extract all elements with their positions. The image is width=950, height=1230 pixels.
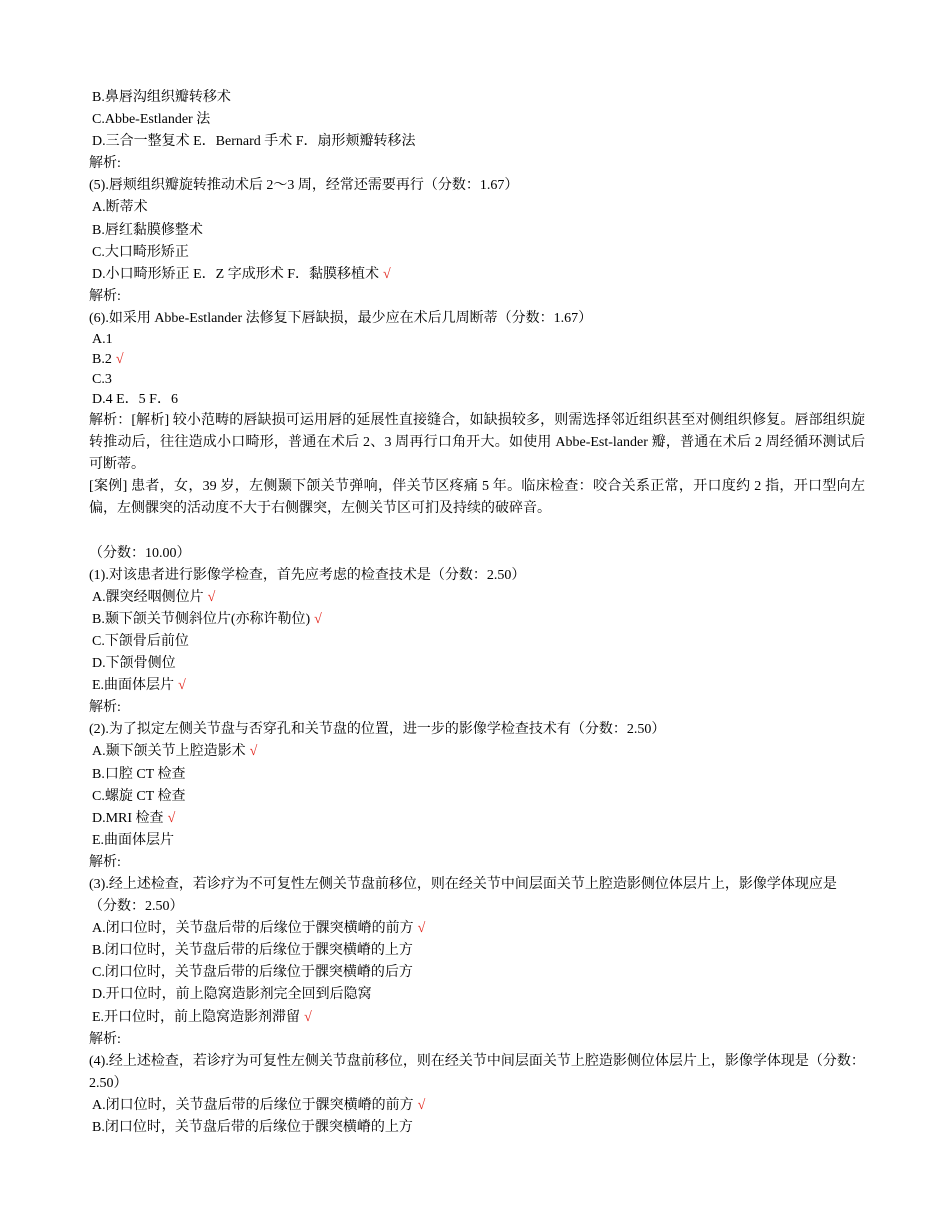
- option-line: [89, 370, 865, 390]
- check-mark: √: [417, 921, 426, 937]
- option-text: D.小口畸形矫正 E．Z 字成形术 F．黏膜移植术: [92, 266, 379, 282]
- option-text: C.闭口位时，关节盘后带的后缘位于髁突横嵴的后方: [92, 965, 413, 981]
- option-line: [89, 87, 865, 109]
- option-line: [89, 984, 865, 1006]
- check-mark: √: [115, 352, 124, 368]
- question-score: 2.50）: [89, 1075, 128, 1091]
- check-mark: √: [207, 589, 216, 605]
- option-line: [89, 109, 865, 131]
- case-score: （分数：10.00）: [89, 545, 191, 561]
- option-line: [89, 390, 865, 410]
- option-text: B.口腔 CT 检查: [92, 766, 186, 782]
- option-text: D.三合一整复术 E．Bernard 手术 F．扇形颊瓣转移法: [92, 134, 416, 150]
- option-line: [89, 264, 865, 286]
- option-line: [89, 786, 865, 808]
- exam-document: [89, 87, 865, 1139]
- option-text: B.闭口位时，关节盘后带的后缘位于髁突横嵴的上方: [92, 943, 413, 959]
- option-text: D.4 E．5 F．6: [92, 392, 178, 408]
- case-paragraph: [案例] 患者，女，39 岁，左侧颞下颌关节弹响，伴关节区疼痛 5 年。临床检查：咬合关系正常，开口度约 2 指，开口型向左偏，左侧髁突的活动度不大于右侧髁突，左侧关节区可扪及持续的破碎音。: [89, 479, 865, 517]
- check-mark: √: [383, 266, 391, 282]
- option-line: [89, 220, 865, 242]
- option-text: E.开口位时，前上隐窝造影剂滞留: [92, 1009, 301, 1025]
- option-text: A.颞下颌关节上腔造影术: [92, 744, 246, 760]
- option-line: [89, 197, 865, 219]
- question-stem: (6).如采用 Abbe-Estlander 法修复下唇缺损，最少应在术后几周断蒂（分数：1.67）: [89, 310, 593, 326]
- question-stem: (1).对该患者进行影像学检查，首先应考虑的检查技术是（分数：2.50）: [89, 567, 526, 583]
- check-mark: √: [167, 810, 176, 826]
- question-stem: (4).经上述检查，若诊疗为可复性左侧关节盘前移位，则在经关节中间层面关节上腔造影侧位体层片上，影像学体现是（分数：: [89, 1053, 865, 1069]
- option-line: [89, 242, 865, 264]
- option-line: [89, 940, 865, 962]
- option-line: [89, 330, 865, 350]
- option-text: C.螺旋 CT 检查: [92, 788, 186, 804]
- analysis-label: 解析:: [89, 1031, 121, 1047]
- option-text: A.闭口位时，关节盘后带的后缘位于髁突横嵴的前方: [92, 1097, 414, 1113]
- option-line: [89, 918, 865, 940]
- question-stem: (2).为了拟定左侧关节盘与否穿孔和关节盘的位置，进一步的影像学检查技术有（分数：2.50）: [89, 722, 666, 738]
- option-line: [89, 764, 865, 786]
- option-text: C.大口畸形矫正: [92, 244, 189, 260]
- option-text: D.下颌骨侧位: [92, 656, 176, 672]
- analysis-label: 解析:: [89, 288, 121, 304]
- option-line: [89, 653, 865, 675]
- option-text: A.1: [92, 332, 113, 348]
- option-line: [89, 1117, 865, 1139]
- option-text: B.2: [92, 352, 112, 368]
- check-mark: √: [304, 1009, 312, 1025]
- question-score: （分数：2.50）: [89, 899, 184, 915]
- option-line: [89, 350, 865, 370]
- option-line: [89, 1095, 865, 1117]
- option-text: A.断蒂术: [92, 200, 148, 216]
- option-text: D.开口位时，前上隐窝造影剂完全回到后隐窝: [92, 987, 372, 1003]
- analysis-paragraph: 解析：[解析] 较小范畴的唇缺损可运用唇的延展性直接缝合，如缺损较多，则需选择邻近组织甚至对侧组织修复。唇部组织旋转推动后，往往造成小口畸形，普通在术后 2、3 周再行口角开大。如使用 Abbe-Est-lander 瓣，普通在术后 2 周经循环测试后可断蒂。: [89, 413, 865, 473]
- option-text: A.闭口位时，关节盘后带的后缘位于髁突横嵴的前方: [92, 921, 414, 937]
- question-stem: (3).经上述检查，若诊疗为不可复性左侧关节盘前移位，则在经关节中间层面关节上腔造影侧位体层片上，影像学体现应是: [89, 877, 837, 892]
- spacer: [89, 521, 865, 543]
- option-line: [89, 675, 865, 697]
- option-text: C.3: [92, 372, 112, 388]
- question-stem: (5).唇颊组织瓣旋转推动术后 2～3 周，经常还需要再行（分数：1.67）: [89, 178, 519, 194]
- option-text: E.曲面体层片: [92, 678, 175, 694]
- option-line: [89, 587, 865, 609]
- analysis-label: 解析:: [89, 700, 121, 716]
- check-mark: √: [417, 1097, 426, 1113]
- option-text: A.髁突经咽侧位片: [92, 589, 204, 605]
- option-line: [89, 741, 865, 763]
- option-text: B.闭口位时，关节盘后带的后缘位于髁突横嵴的上方: [92, 1120, 413, 1136]
- option-line: [89, 808, 865, 830]
- analysis-label: 解析:: [89, 156, 121, 172]
- option-line: [89, 131, 865, 153]
- option-text: B.唇红黏膜修整术: [92, 222, 203, 238]
- option-line: [89, 1007, 865, 1029]
- option-line: [89, 609, 865, 631]
- analysis-label: 解析:: [89, 854, 121, 870]
- option-text: C.下颌骨后前位: [92, 633, 189, 649]
- check-mark: √: [178, 678, 186, 694]
- option-line: [89, 830, 865, 852]
- option-text: E.曲面体层片: [92, 832, 175, 848]
- option-line: [89, 631, 865, 653]
- option-text: B.鼻唇沟组织瓣转移术: [92, 90, 231, 105]
- check-mark: √: [249, 744, 258, 760]
- option-text: C.Abbe-Estlander 法: [92, 112, 211, 128]
- option-text: D.MRI 检查: [92, 810, 164, 826]
- option-line: [89, 962, 865, 984]
- option-text: B.颞下颌关节侧斜位片(亦称许勒位): [92, 611, 311, 627]
- check-mark: √: [314, 611, 322, 627]
